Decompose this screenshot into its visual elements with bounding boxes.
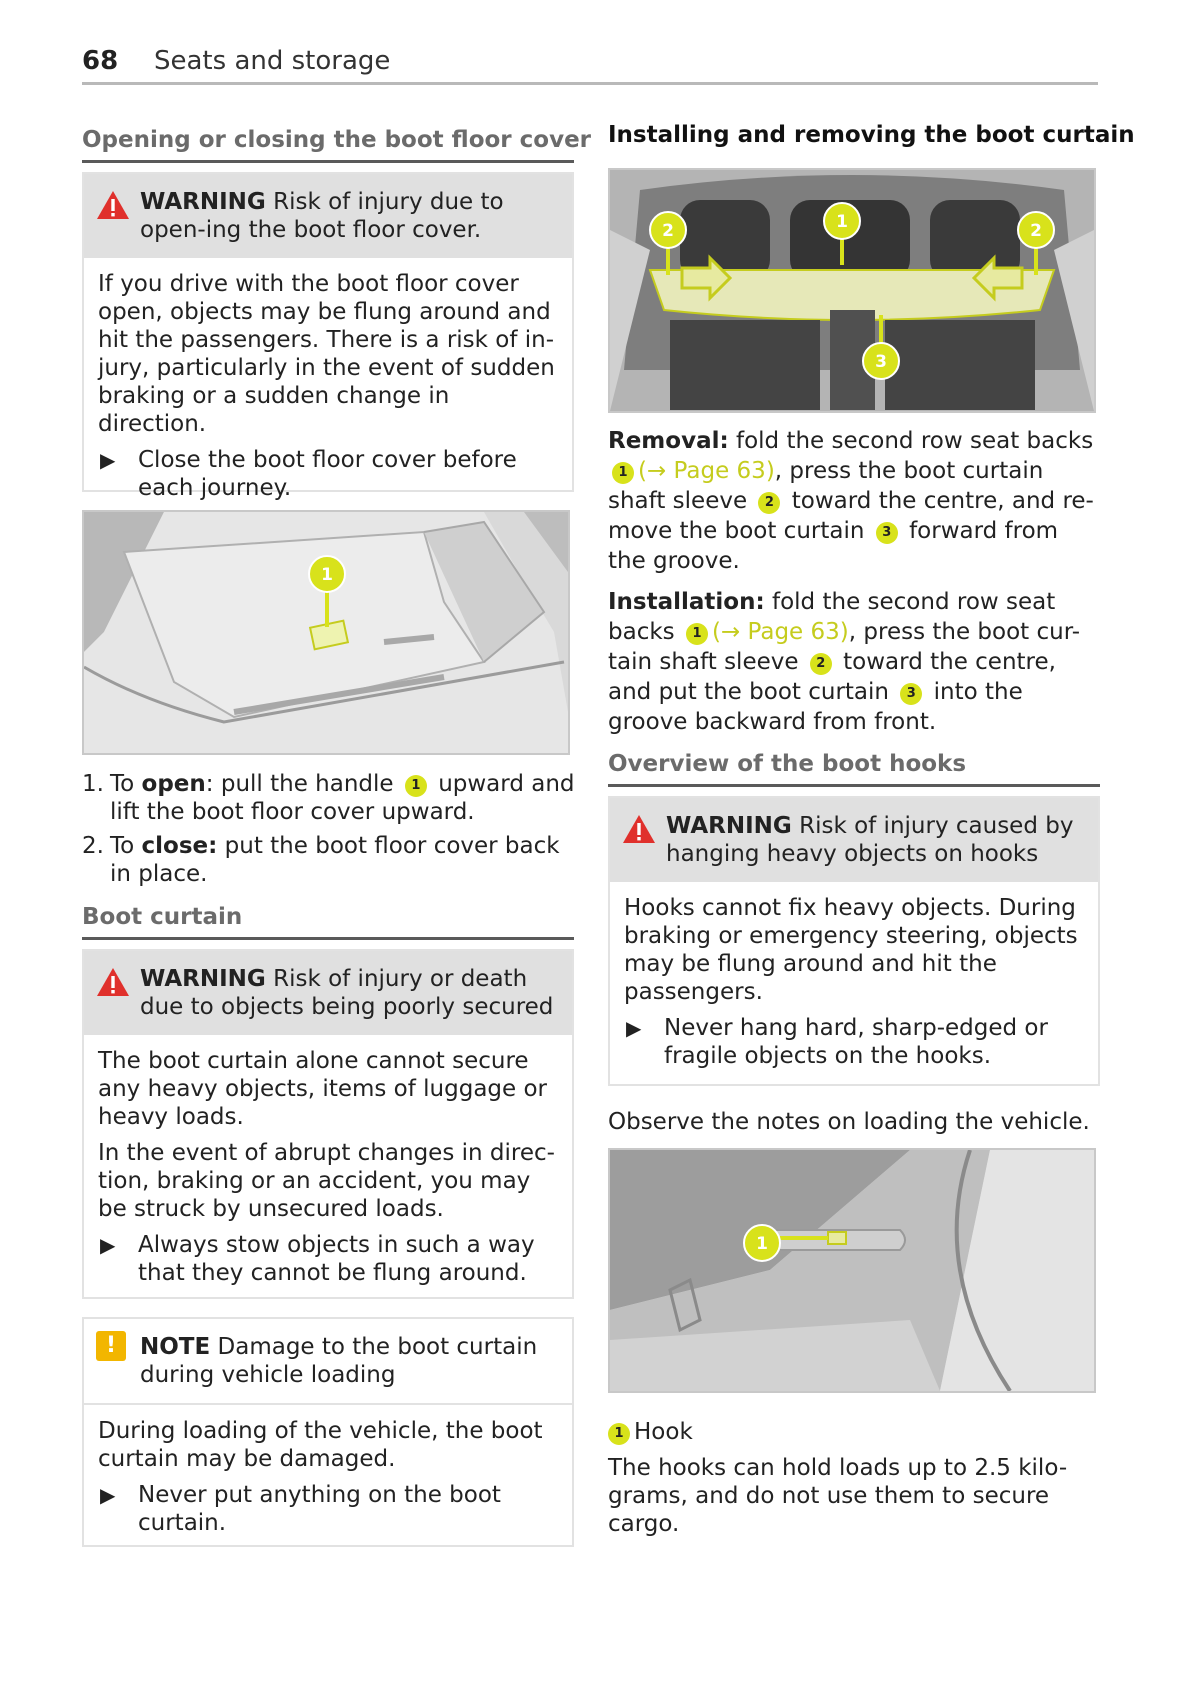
boot-floor-figure (82, 510, 570, 755)
warning-title: Risk of injury caused by hanging heavy objects on hooks (666, 813, 1074, 867)
step-close: 2. To close: put the boot floor cover back in place. (82, 833, 560, 887)
figure-callout-2-right: 2 (1030, 221, 1042, 241)
callout-badge: 1 (608, 1423, 630, 1445)
page-number: 68 (82, 46, 119, 76)
boot-floor-steps (82, 770, 582, 894)
callout-badge: 3 (900, 683, 922, 705)
warning-text: If you drive with the boot floor cover open, objects may be flung around and hit the passengers. There is a risk of in-jury, particularly in the event of sudden braking or a sudden change in direction. (98, 271, 555, 437)
warning-text: Hooks cannot fix heavy objects. During braking or emergency steering, objects may be flung around and hit the passengers. (624, 895, 1078, 1005)
boot-hook-figure (608, 1148, 1096, 1393)
warning-body (610, 882, 1098, 1080)
section-rule (82, 937, 574, 940)
warning-header (610, 798, 1098, 882)
warning-title: Risk of injury due to open-ing the boot floor cover. (140, 189, 504, 243)
note-body (84, 1405, 572, 1547)
warning-icon (96, 967, 130, 997)
warning-box-boot-curtain (82, 949, 574, 1299)
figure-callout-1: 1 (836, 212, 848, 232)
warning-body (84, 258, 572, 512)
warning-bullet: ▶ Never hang hard, sharp-edged or fragile objects on the hooks. (626, 1015, 1048, 1069)
boot-curtain-heading: Boot curtain (82, 904, 243, 930)
boot-hooks-heading: Overview of the boot hooks (608, 751, 967, 777)
callout-badge: 1 (612, 462, 634, 484)
section-title: Seats and storage (154, 46, 391, 76)
boot-curtain-figure (608, 168, 1096, 413)
note-text: During loading of the vehicle, the boot curtain may be damaged. (98, 1418, 543, 1472)
warning-box-boot-floor (82, 172, 574, 501)
callout-badge: 1 (405, 775, 427, 797)
section-rule (82, 160, 574, 163)
warning-bullet: ▶ Always stow objects in such a way that they cannot be flung around. (100, 1232, 535, 1286)
warning-header (84, 951, 572, 1035)
hook-legend: 1 Hook (608, 1418, 693, 1446)
warning-header (84, 174, 572, 258)
step-open: 1. To open: pull the handle 1 upward and lift the boot floor cover upward. (82, 771, 575, 825)
figure-callout-1: 1 (321, 565, 333, 585)
page-link[interactable]: (→ Page 63) (711, 619, 849, 645)
header-divider (82, 82, 1098, 85)
figure-callout-1: 1 (756, 1234, 768, 1254)
warning-label: WARNING (666, 813, 792, 839)
install-curtain-heading: Installing and removing the boot curtain (608, 122, 1135, 148)
observe-note: Observe the notes on loading the vehicle. (608, 1109, 1090, 1135)
page-link[interactable]: (→ Page 63) (638, 458, 775, 484)
figure-callout-2-left: 2 (662, 221, 674, 241)
warning-label: WARNING (140, 189, 266, 215)
removal-text: Removal: fold the second row seat backs 1 (→ Page 63), press the boot curtain shaft sleeve 2 toward the centre, and re-move the boot curtain 3 forward from the groove. (608, 428, 1094, 574)
callout-badge: 2 (810, 653, 832, 675)
warning-icon (96, 190, 130, 220)
callout-badge: 3 (876, 522, 898, 544)
warning-title: Risk of injury or death due to objects being poorly secured (140, 966, 554, 1020)
note-title: Damage to the boot curtain during vehicle loading (140, 1334, 538, 1388)
note-bullet: ▶ Never put anything on the boot curtain. (100, 1482, 501, 1536)
warning-icon (622, 814, 656, 844)
hook-capacity-note: The hooks can hold loads up to 2.5 kilo-grams, and do not use them to secure cargo. (608, 1455, 1068, 1537)
warning-label: WARNING (140, 966, 266, 992)
callout-badge: 2 (758, 492, 780, 514)
note-icon: ! (96, 1331, 126, 1361)
boot-floor-heading: Opening or closing the boot floor cover (82, 127, 592, 153)
installation-text: Installation: fold the second row seat backs 1 (→ Page 63), press the boot cur-tain shaft sleeve 2 toward the centre, and put the boot curtain 3 into the groove backward from front. (608, 589, 1081, 735)
warning-body (84, 1035, 572, 1297)
warning-bullet: ▶ Close the boot floor cover before each journey. (100, 447, 517, 501)
figure-callout-3: 3 (875, 352, 887, 372)
warning-text: The boot curtain alone cannot secure any heavy objects, items of luggage or heavy loads. (98, 1048, 548, 1130)
note-header (84, 1319, 572, 1405)
section-rule (608, 784, 1100, 787)
callout-badge: 1 (686, 623, 708, 645)
warning-box-hooks (608, 796, 1100, 1086)
note-box-boot-curtain (82, 1317, 574, 1547)
warning-text: In the event of abrupt changes in direc-tion, braking or an accident, you may be struck by unsecured loads. (98, 1140, 555, 1222)
note-label: NOTE (140, 1334, 211, 1360)
